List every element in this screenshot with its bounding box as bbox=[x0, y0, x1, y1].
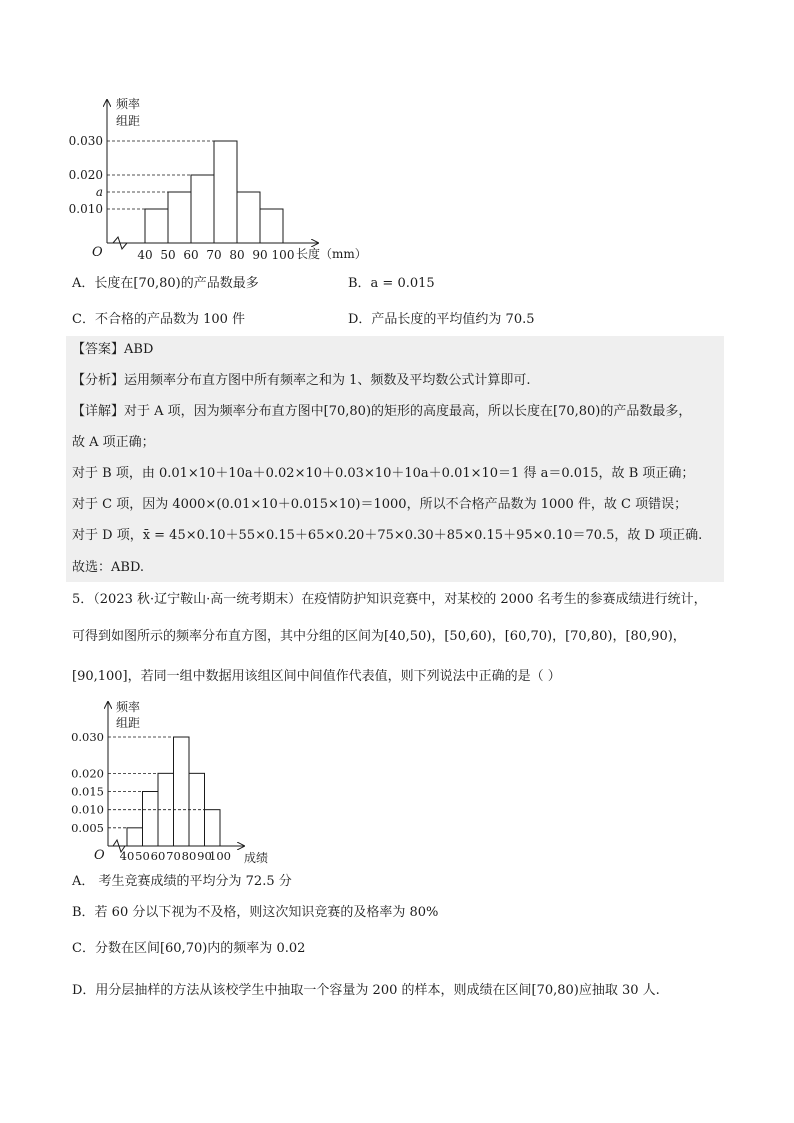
x-tick-label: 90 bbox=[197, 849, 212, 863]
x-tick-label: 50 bbox=[135, 849, 150, 863]
solution-detail-1: 【详解】对于 A 项，因为频率分布直方图中[70,80)的矩形的高度最高，所以长度在[70,80)的产品数最多， bbox=[72, 404, 692, 419]
q5-option-d: D．用分层抽样的方法从该校学生中抽取一个容量为 200 的样本，则成绩在区间[70,80)应抽取 30 人. bbox=[72, 983, 660, 998]
histogram-bar bbox=[214, 141, 237, 243]
solution-detail-3: 对于 B 项，由 0.01×10＋10a＋0.02×10＋0.03×10＋10a＋0.01×10＝1 得 a＝0.015，故 B 项正确； bbox=[72, 466, 695, 481]
q5-stem-line-2: 可得到如图所示的频率分布直方图，其中分组的区间为[40,50)，[50,60)，[60,70)，[70,80)，[80,90)， bbox=[72, 629, 686, 644]
y-label-bottom: 组距 bbox=[116, 114, 141, 128]
x-tick-label: 70 bbox=[166, 849, 181, 863]
x-tick-label: 90 bbox=[252, 248, 268, 262]
y-tick-label: 0.020 bbox=[68, 168, 103, 182]
q4-option-d: D．产品长度的平均值约为 70.5 bbox=[348, 312, 535, 327]
q5-option-a: A． 考生竞赛成绩的平均分为 72.5 分 bbox=[72, 874, 292, 889]
y-tick-label: 0.005 bbox=[71, 820, 104, 835]
q4-option-c: C．不合格的产品数为 100 件 bbox=[72, 312, 246, 327]
x-tick-label: 80 bbox=[181, 849, 197, 863]
x-tick-label: 40 bbox=[119, 849, 135, 863]
histogram-length bbox=[60, 90, 380, 270]
solution-analysis: 【分析】运用频率分布直方图中所有频率之和为 1、频数及平均数公式计算即可. bbox=[72, 373, 531, 388]
y-tick-label: 0.030 bbox=[68, 134, 103, 148]
histogram-scores bbox=[60, 692, 310, 868]
origin-label: O bbox=[94, 848, 105, 863]
origin-label: O bbox=[92, 245, 103, 260]
q5-stem-line-1: 5．（2023 秋·辽宁鞍山·高一统考期末）在疫情防护知识竞赛中，对某校的 2000 名考生的参赛成绩进行统计， bbox=[72, 592, 707, 607]
x-tick-label: 100 bbox=[271, 248, 295, 262]
solution-detail-2: 故 A 项正确； bbox=[72, 435, 155, 450]
y-tick-label: 0.015 bbox=[71, 784, 104, 799]
y-label-top: 频率 bbox=[116, 97, 141, 111]
solution-detail-4: 对于 C 项，因为 4000×(0.01×10＋0.015×10)＝1000，所以不合格产品数为 1000 件，故 C 项错误； bbox=[72, 497, 688, 512]
y-tick-label: 0.010 bbox=[71, 802, 104, 817]
x-tick-label: 60 bbox=[150, 849, 166, 863]
solution-detail-5: 对于 D 项，x̄ = 45×0.10＋55×0.15＋65×0.20＋75×0.30＋85×0.15＋95×0.10＝70.5，故 D 项正确. bbox=[72, 528, 703, 543]
histogram-bar bbox=[191, 175, 214, 243]
q5-option-b: B．若 60 分以下视为不及格，则这次知识竞赛的及格率为 80% bbox=[72, 905, 439, 920]
x-tick-label: 70 bbox=[206, 248, 222, 262]
histogram-bar bbox=[260, 209, 283, 243]
histogram-bar bbox=[174, 737, 190, 846]
x-tick-label: 60 bbox=[183, 248, 199, 262]
q4-option-a: A．长度在[70,80)的产品数最多 bbox=[72, 276, 259, 291]
histogram-bar bbox=[189, 773, 205, 846]
histogram-bar bbox=[205, 810, 221, 846]
histogram-bar bbox=[143, 792, 159, 846]
histogram-bar bbox=[168, 192, 191, 243]
x-axis-label: 长度（mm） bbox=[296, 247, 367, 261]
y-tick-label: 0.020 bbox=[71, 766, 104, 781]
solution-answer: 【答案】ABD bbox=[72, 342, 154, 357]
x-tick-label: 50 bbox=[160, 248, 176, 262]
y-tick-label: 0.010 bbox=[68, 202, 103, 216]
q5-option-c: C．分数在区间[60,70)内的频率为 0.02 bbox=[72, 941, 306, 956]
histogram-bar bbox=[127, 828, 143, 846]
y-label-bottom: 组距 bbox=[116, 716, 141, 730]
x-tick-label: 80 bbox=[229, 248, 245, 262]
x-tick-label: 40 bbox=[137, 248, 153, 262]
q4-option-b: B．a = 0.015 bbox=[348, 276, 435, 291]
y-label-top: 频率 bbox=[116, 700, 141, 714]
y-tick-label: 0.030 bbox=[71, 730, 104, 745]
histogram-bar bbox=[145, 209, 168, 243]
x-axis-label: 成绩 bbox=[244, 851, 269, 865]
histogram-bar bbox=[237, 192, 260, 243]
x-tick-label: 100 bbox=[209, 849, 231, 863]
y-tick-label: a bbox=[95, 185, 103, 199]
solution-choose: 故选：ABD. bbox=[72, 560, 145, 575]
q5-stem-line-3: [90,100]，若同一组中数据用该组区间中间值作代表值，则下列说法中正确的是（ ） bbox=[72, 669, 561, 684]
